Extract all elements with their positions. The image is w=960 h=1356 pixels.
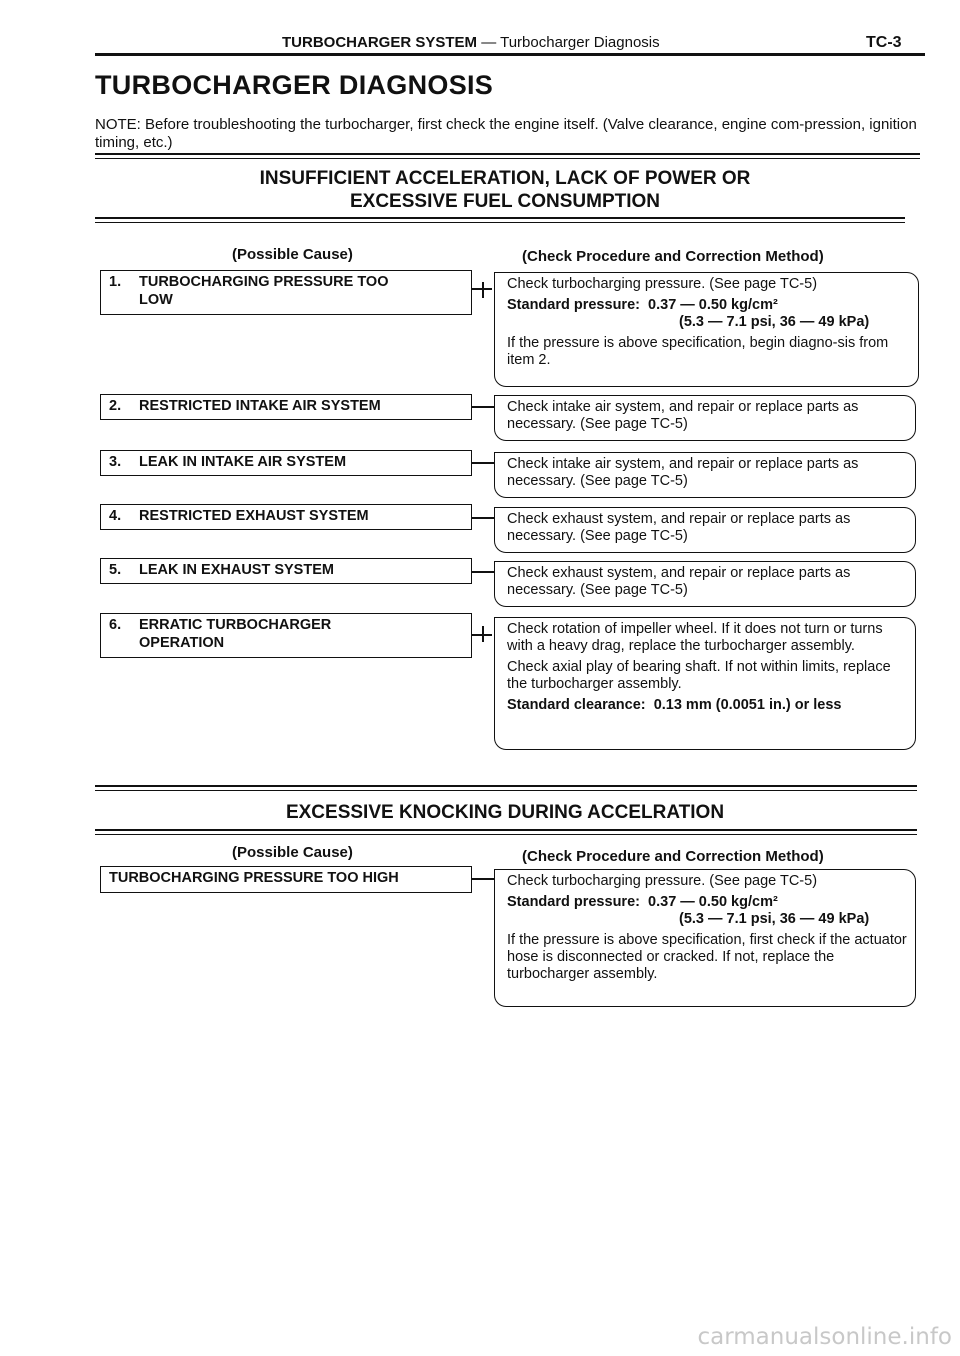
section1-check-header: (Check Procedure and Correction Method): [522, 248, 824, 265]
check-item-5: [494, 561, 916, 607]
cause-text: LEAK IN INTAKE AIR SYSTEM: [139, 454, 347, 470]
connector: [472, 288, 492, 290]
section2-check-header: (Check Procedure and Correction Method): [522, 848, 824, 865]
connector: [472, 634, 492, 636]
cause-number: 2.: [109, 398, 122, 414]
section1-rule-top: [95, 217, 905, 219]
check-item-3: [494, 452, 916, 498]
check-item-2: [494, 395, 916, 441]
section2-rule-top-2: [95, 790, 917, 791]
cause-text-line2: OPERATION: [139, 635, 225, 651]
std-value-alt: (5.3 — 7.1 psi, 36 — 49 kPa): [679, 911, 870, 927]
cause-item-5: [100, 558, 472, 584]
check-extra: If the pressure is above specification, first check if the actuator hose is disconnected or cracked. If not, replace the turbocharger assembly.: [507, 932, 907, 982]
check-item-1: [494, 272, 919, 387]
cause-text-line2: LOW: [139, 292, 173, 308]
section2-rule-top: [95, 785, 917, 787]
check-text: Check turbocharging pressure. (See page TC-5): [507, 276, 818, 292]
std-label: Standard pressure:: [507, 894, 640, 910]
section1-cause-header: (Possible Cause): [232, 246, 353, 263]
check-text-2: Check axial play of bearing shaft. If not within limits, replace the turbocharger assembly.: [507, 659, 891, 692]
section2-cause-header: (Possible Cause): [232, 844, 353, 861]
section1-rule-bottom: [95, 222, 905, 223]
connector: [472, 571, 494, 573]
header-system: TURBOCHARGER SYSTEM: [282, 34, 478, 51]
cause-text: LEAK IN EXHAUST SYSTEM: [139, 562, 334, 578]
check-extra: If the pressure is above specification, begin diagno-sis from item 2.: [507, 335, 889, 368]
connector: [472, 878, 494, 880]
cause-text: RESTRICTED EXHAUST SYSTEM: [139, 508, 369, 524]
check-item-6: [494, 617, 916, 750]
connector: [472, 462, 494, 464]
check-text: Check rotation of impeller wheel. If it does not turn or turns with a heavy drag, replace the turbocharger assembly.: [507, 621, 883, 654]
std-label: Standard pressure:: [507, 297, 640, 313]
cause-number: 3.: [109, 454, 122, 470]
cause-item-6: [100, 613, 472, 658]
cause-item-2: [100, 394, 472, 420]
note-text: NOTE: Before troubleshooting the turbocharger, first check the engine itself. (Valve clearance, engine com-pression, ignition timing, etc.): [95, 116, 917, 151]
section2-rule-bottom-2: [95, 834, 917, 835]
header-separator: —: [481, 34, 497, 51]
page-id: TC-3: [866, 34, 902, 51]
header-subsystem: Turbocharger Diagnosis: [500, 34, 660, 51]
check-text: Check turbocharging pressure. (See page TC-5): [507, 873, 818, 889]
cause-text: RESTRICTED INTAKE AIR SYSTEM: [139, 398, 381, 414]
cause-item-4: [100, 504, 472, 530]
cause-item-1: [100, 270, 472, 315]
check-text: Check intake air system, and repair or replace parts as necessary. (See page TC-5): [507, 399, 859, 432]
note-rule: [95, 153, 920, 155]
connector: [482, 282, 484, 298]
check-item-4: [494, 507, 916, 553]
running-header: [282, 34, 660, 51]
std-value: 0.13 mm (0.0051 in.) or less: [653, 697, 842, 713]
cause-number: 4.: [109, 508, 122, 524]
check-text: Check exhaust system, and repair or replace parts as necessary. (See page TC-5): [507, 511, 851, 544]
std-value-alt: (5.3 — 7.1 psi, 36 — 49 kPa): [679, 314, 870, 330]
header-rule: [95, 53, 925, 56]
connector: [472, 517, 494, 519]
section2-rule-bottom: [95, 829, 917, 831]
section2-title: EXCESSIVE KNOCKING DURING ACCELRATION: [285, 802, 725, 823]
cause-item-high-pressure: [100, 866, 472, 893]
check-text: Check exhaust system, and repair or replace parts as necessary. (See page TC-5): [507, 565, 851, 598]
section1-title-line1: INSUFFICIENT ACCELERATION, LACK OF POWER OR: [259, 168, 751, 189]
cause-text: ERRATIC TURBOCHARGER: [139, 617, 332, 633]
std-label: Standard clearance:: [507, 697, 646, 713]
check-item-high-pressure: [494, 869, 916, 1007]
std-value: 0.37 — 0.50 kg/cm²: [648, 297, 778, 313]
connector: [472, 406, 494, 408]
std-value: 0.37 — 0.50 kg/cm²: [648, 894, 778, 910]
cause-number: 6.: [109, 617, 122, 633]
check-text: Check intake air system, and repair or replace parts as necessary. (See page TC-5): [507, 456, 859, 489]
cause-item-3: [100, 450, 472, 476]
note-rule-2: [95, 158, 920, 159]
page-title: TURBOCHARGER DIAGNOSIS: [95, 70, 494, 100]
section1-title-line2: EXCESSIVE FUEL CONSUMPTION: [349, 191, 661, 212]
cause-number: 5.: [109, 562, 122, 578]
cause-number: 1.: [109, 274, 122, 290]
cause-text: TURBOCHARGING PRESSURE TOO: [139, 274, 389, 290]
cause-text: TURBOCHARGING PRESSURE TOO HIGH: [109, 870, 399, 886]
watermark: carmanualsonline.info: [697, 1324, 952, 1350]
